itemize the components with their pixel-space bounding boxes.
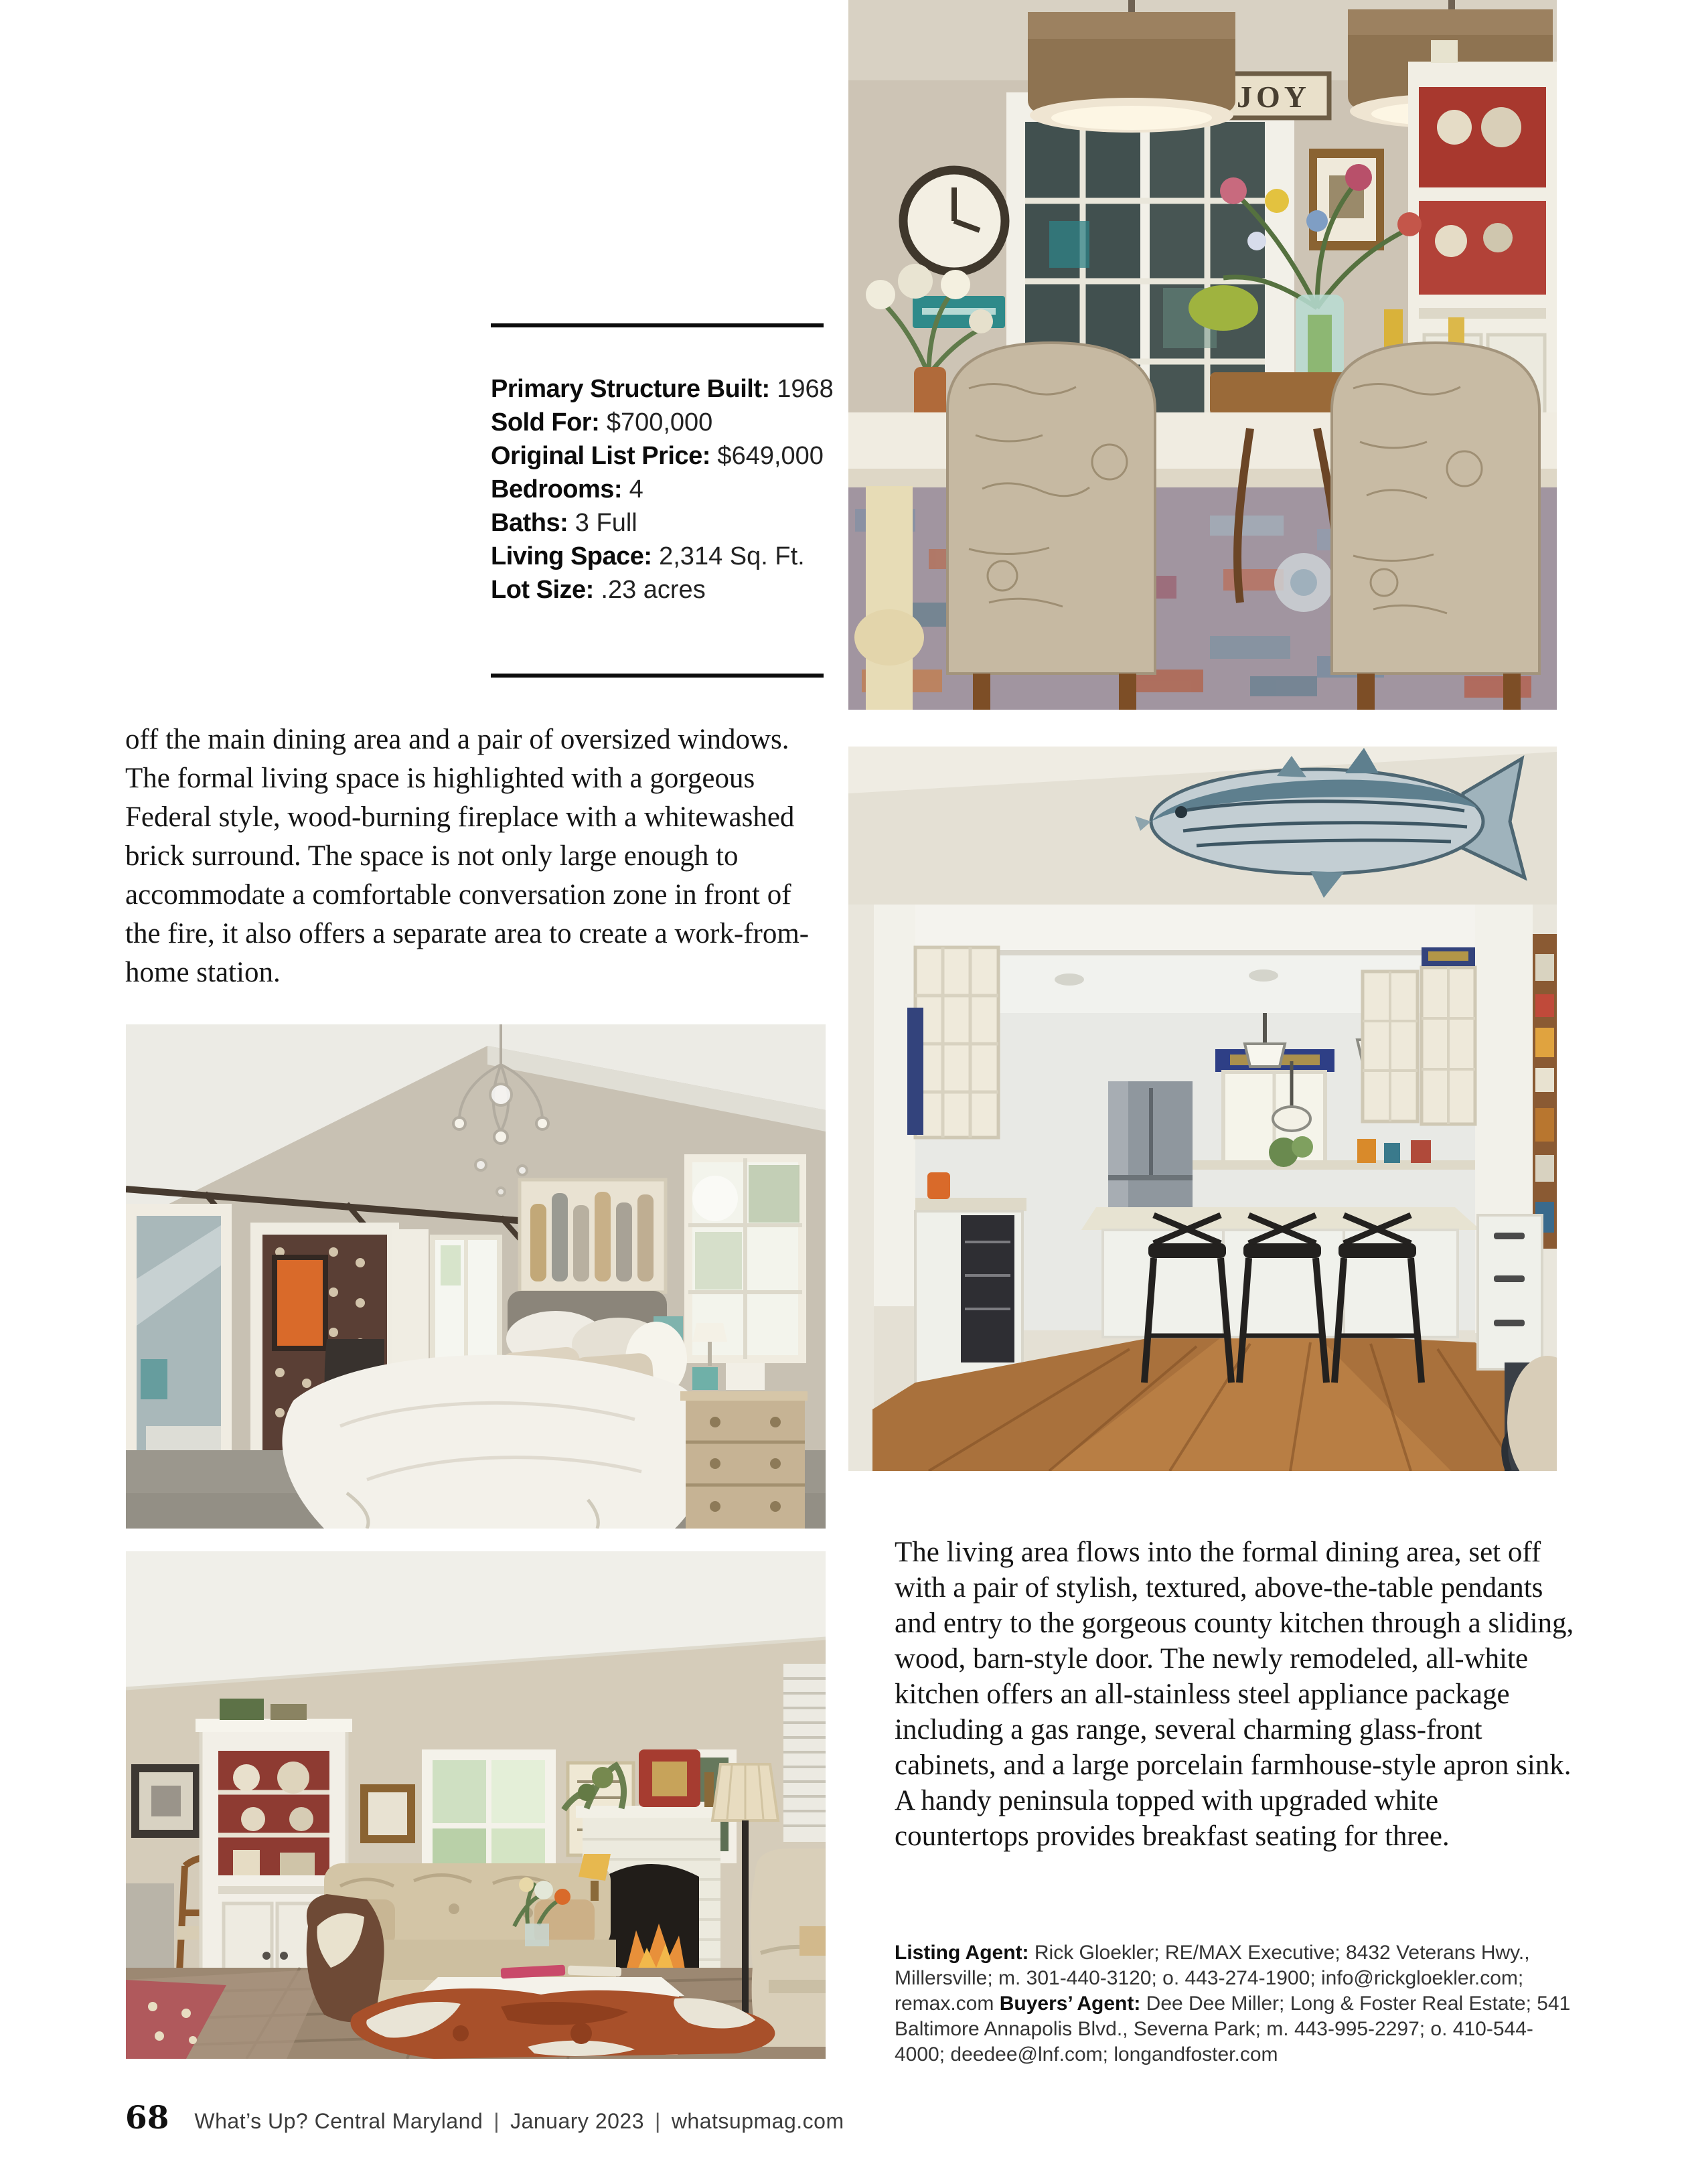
footer-text: What’s Up? Central Maryland | January 2023 | whatsupmag.com: [194, 2109, 844, 2133]
wingback-armchair: [751, 1849, 826, 2047]
detail-label: Sold For:: [491, 408, 600, 437]
buyers-agent-info: Dee Dee Miller; Long & Foster Real Estate; 541 Baltimore Annapolis Blvd., Severna Park; m. 443-995-2297; o. 410-544-4000; deedee@lnf.com; longandfoster.com: [895, 1993, 1571, 2065]
detail-value: $700,000: [599, 408, 713, 437]
detail-label: Living Space:: [491, 542, 652, 570]
listing-agent-info: Rick Gloekler; RE/MAX Executive; 8432 Veterans Hwy., Millersville; m. 301-440-3120; o. 443-274-1900; info@rickgloekler.com; remax.com: [895, 1942, 1530, 2015]
property-details-box: [491, 372, 839, 607]
info-box-rule-bottom: [491, 674, 824, 678]
footer-magazine: What’s Up? Central Maryland: [194, 2109, 483, 2133]
detail-value: $649,000: [710, 442, 824, 470]
property-detail-row: [491, 473, 839, 506]
cork-board: [1533, 934, 1557, 1249]
listing-agent-label: Listing Agent:: [895, 1942, 1029, 1964]
glass-front-cabinet-left: [907, 947, 998, 1138]
detail-value: 4: [622, 475, 643, 503]
opening-header: [872, 905, 1533, 953]
svg-text:JOY: JOY: [1237, 80, 1310, 114]
page-number: 68: [125, 2100, 169, 2136]
wall-clock-icon: [903, 170, 1005, 272]
property-detail-row: [491, 406, 839, 439]
property-detail-row: [491, 506, 839, 540]
desk: [126, 1883, 174, 1973]
photo-living-room: [126, 1551, 826, 2059]
right-drawers: [1478, 1215, 1542, 1369]
property-detail-row: [491, 372, 839, 406]
drum-pendant-left: [1028, 0, 1235, 133]
window-blinds: [783, 1664, 826, 1842]
photo-kitchen: [848, 747, 1557, 1471]
detail-label: Lot Size:: [491, 576, 594, 604]
footer-issue: January 2023: [510, 2109, 644, 2133]
glass-front-cabinet-right: [1363, 947, 1475, 1124]
wine-fridge-cabinet: [915, 1172, 1026, 1392]
framed-art-left: [131, 1764, 201, 1838]
property-detail-row: [491, 540, 839, 573]
script-fabric-chair-left: [947, 343, 1155, 710]
detail-value: .23 acres: [593, 576, 706, 604]
detail-value: 2,314 Sq. Ft.: [652, 542, 805, 570]
property-detail-row: [491, 573, 839, 607]
bottle-art: [520, 1180, 666, 1292]
property-detail-row: [491, 439, 839, 473]
article-paragraph-left: off the main dining area and a pair of oversized windows. The formal living space is highlighted with a gorgeous Federal style, wood-burning fireplace with a whitewashed brick surround. The space is not only large enough to accommodate a comfortable conversation zone in front of the fire, it also offers a separate area to create a work-from-home station.: [125, 724, 810, 988]
article-paragraph-right: The living area flows into the formal dining area, set off with a pair of stylish, textured, above-the-table pendants and entry to the gorgeous county kitchen through a sliding, wood, barn-style door. The newly remodeled, all-white kitchen offers an all-stainless steel appliance package including a gas range, several charming glass-front cabinets, and a large porcelain farmhouse-style apron sink. A handy peninsula topped with upgraded white countertops provides breakfast seating for three.: [895, 1537, 1574, 1852]
page-footer: [125, 2100, 844, 2136]
detail-value: 3 Full: [568, 509, 637, 537]
detail-value: 1968: [769, 375, 834, 403]
buyers-agent-label: Buyers’ Agent:: [999, 1993, 1141, 2015]
footer-website: whatsupmag.com: [671, 2109, 844, 2133]
detail-label: Primary Structure Built:: [491, 375, 770, 403]
detail-label: Original List Price:: [491, 442, 710, 470]
photo-dining-room: [848, 0, 1557, 710]
photo-bedroom: [126, 1024, 826, 1529]
info-box-rule-top: [491, 323, 824, 327]
detail-label: Bedrooms:: [491, 475, 623, 503]
detail-label: Baths:: [491, 509, 568, 537]
script-fabric-chair-right: [1332, 343, 1539, 710]
agent-info-block: [895, 1940, 1574, 2068]
